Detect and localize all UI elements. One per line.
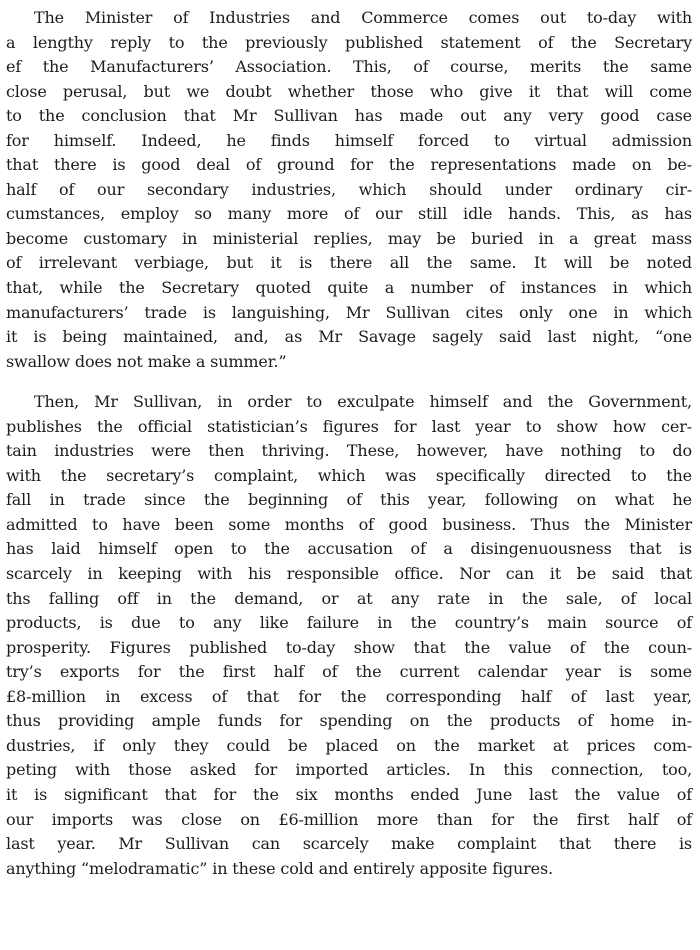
text-line: has laid himself open to the accusation of a disingenuousness that is [6, 539, 692, 559]
text-line: of irrelevant verbiage, but it is there all the same. It will be noted [6, 253, 692, 273]
paragraph-2 [6, 390, 692, 881]
text-line: our imports was close on £6-million more than for the first half of [6, 809, 692, 829]
text-line: with the secretary’s complaint, which was specifically directed to the [6, 465, 692, 485]
article-column [6, 6, 692, 881]
text-line: anything “melodramatic” in these cold and entirely apposite figures. [6, 858, 553, 878]
text-line: it is being maintained, and, as Mr Savage sagely said last night, “one [6, 327, 692, 347]
text-line: that, while the Secretary quoted quite a number of instances in which [6, 278, 692, 298]
text-line: a lengthy reply to the previously published statement of the Secretary [6, 32, 692, 52]
text-line: last year. Mr Sullivan can scarcely make complaint that there is [6, 834, 692, 854]
text-line: close perusal, but we doubt whether those who give it that will come [6, 81, 692, 101]
text-line: dustries, if only they could be placed on the market at prices com- [6, 735, 692, 755]
text-line: Then, Mr Sullivan, in order to exculpate himself and the Government, [34, 392, 692, 412]
text-line: thus providing ample funds for spending on the products of home in- [6, 711, 692, 731]
text-line: half of our secondary industries, which should under ordinary cir- [6, 179, 692, 199]
text-line: try’s exports for the first half of the current calendar year is some [6, 662, 692, 682]
text-line: peting with those asked for imported articles. In this connection, too, [6, 760, 692, 780]
text-line: become customary in ministerial replies, may be buried in a great mass [6, 228, 692, 248]
paragraph-gap [6, 374, 692, 390]
text-line: products, is due to any like failure in the country’s main source of [6, 613, 692, 633]
text-line: The Minister of Industries and Commerce comes out to-day with [34, 8, 692, 27]
text-line: to the conclusion that Mr Sullivan has made out any very good case [6, 106, 692, 126]
text-line: scarcely in keeping with his responsible office. Nor can it be said that [6, 564, 692, 584]
text-line: admitted to have been some months of good business. Thus the Minister [6, 514, 692, 534]
text-line: manufacturers’ trade is languishing, Mr Sullivan cites only one in which [6, 302, 692, 322]
text-line: that there is good deal of ground for the representations made on be- [6, 155, 692, 175]
text-line: it is significant that for the six months ended June last the value of [6, 784, 692, 804]
paragraph-1 [6, 6, 692, 374]
text-line: swallow does not make a summer.” [6, 351, 287, 371]
text-line: ef the Manufacturers’ Association. This, of course, merits the same [6, 57, 692, 77]
text-line: prosperity. Figures published to-day show that the value of the coun- [6, 637, 692, 657]
text-line: ths falling off in the demand, or at any rate in the sale, of local [6, 588, 692, 608]
text-line: publishes the official statistician’s figures for last year to show how cer- [6, 416, 692, 436]
text-line: for himself. Indeed, he finds himself forced to virtual admission [6, 130, 692, 150]
text-line: £8-million in excess of that for the corresponding half of last year, [6, 686, 692, 706]
text-line: tain industries were then thriving. These, however, have nothing to do [6, 441, 692, 461]
text-line: fall in trade since the beginning of this year, following on what he [6, 490, 692, 510]
text-line: cumstances, employ so many more of our still idle hands. This, as has [6, 204, 692, 224]
